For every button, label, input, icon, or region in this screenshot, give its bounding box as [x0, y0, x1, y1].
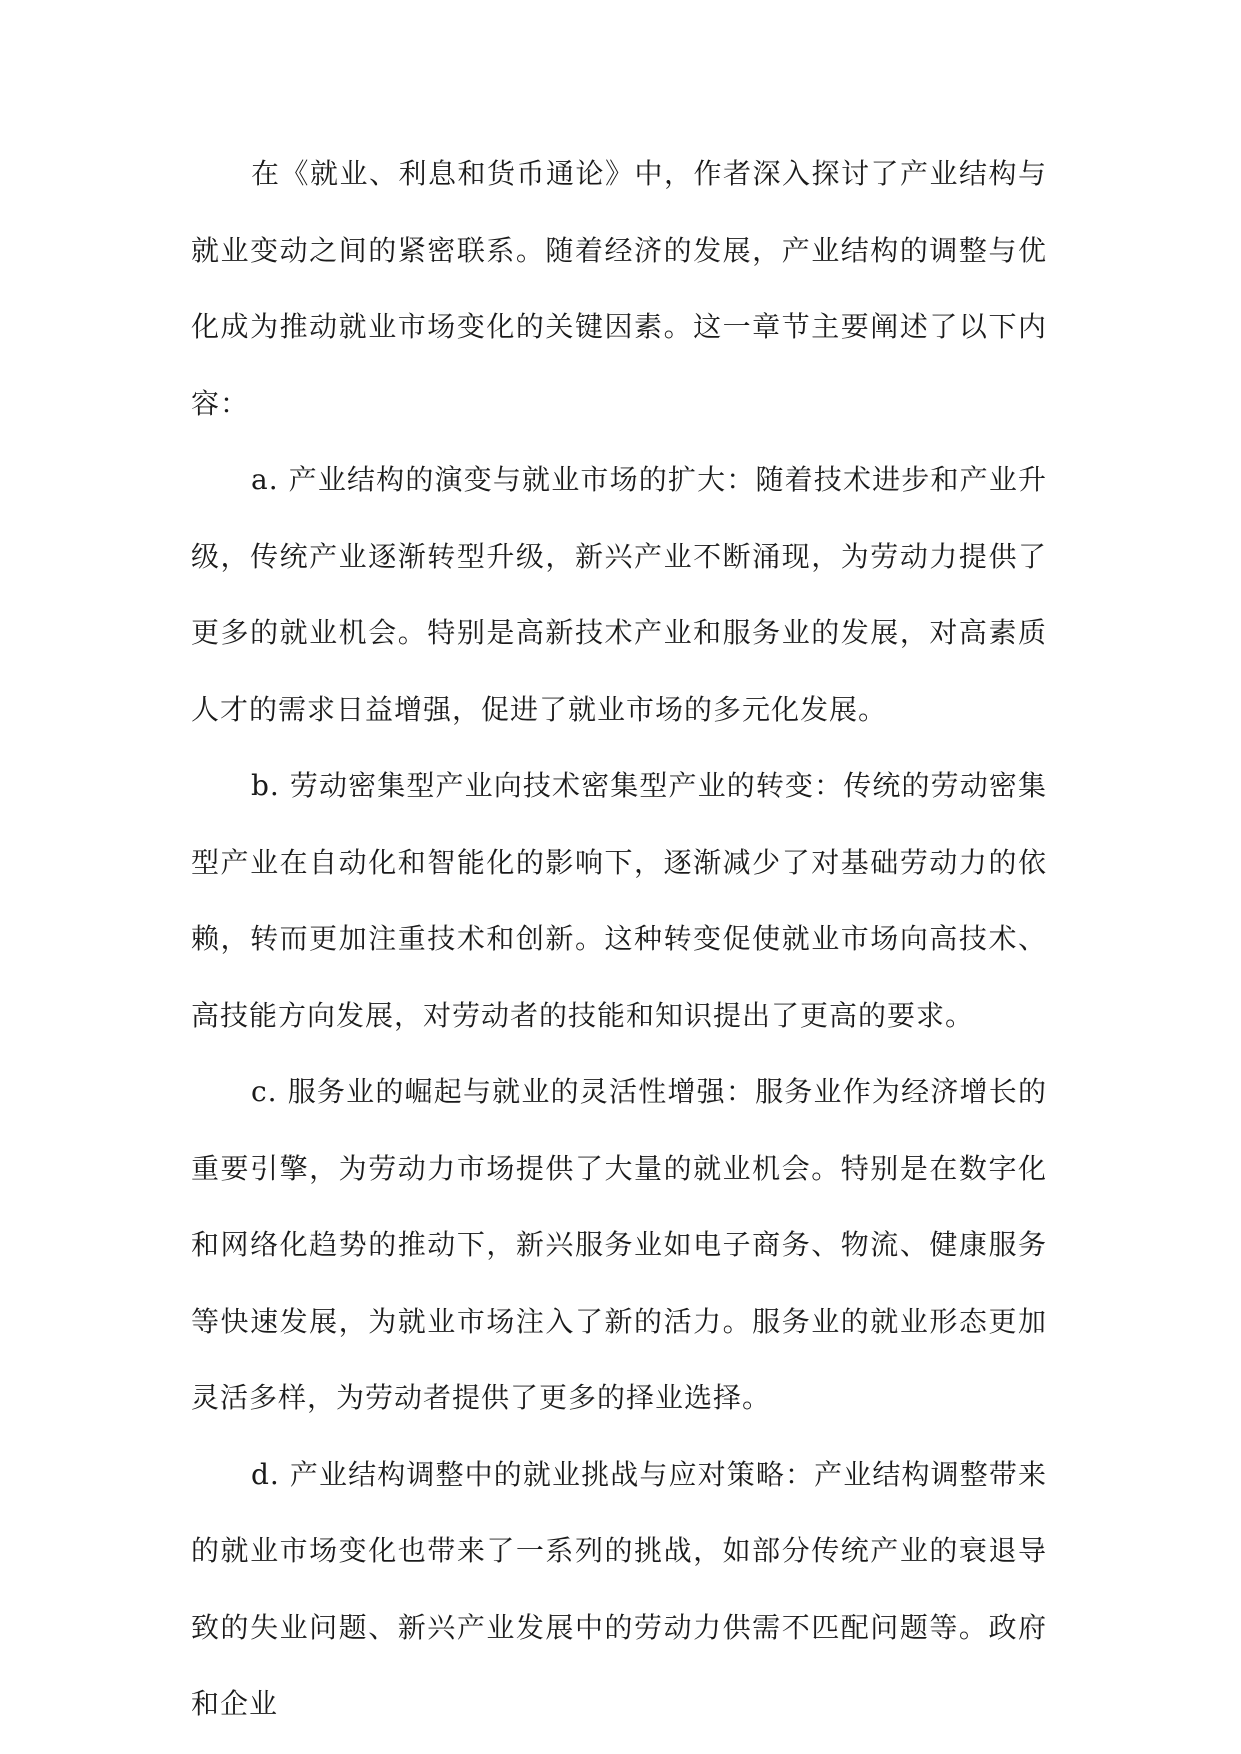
intro-paragraph-text: 在《就业、利息和货币通论》中，作者深入探讨了产业结构与就业变动之间的紧密联系。随着经济的发展，产业结构的调整与优化成为推动就业市场变化的关键因素。这一章节主要阐述了以下内容：: [191, 157, 1047, 420]
item-c-paragraph-text: c. 服务业的崛起与就业的灵活性增强：服务业作为经济增长的重要引擎，为劳动力市场提供了大量的就业机会。特别是在数字化和网络化趋势的推动下，新兴服务业如电子商务、物流、健康服务等快速发展，为就业市场注入了新的活力。服务业的就业形态更加灵活多样，为劳动者提供了更多的择业选择。: [191, 1075, 1047, 1414]
item-c-paragraph: [191, 1054, 1047, 1437]
item-a-paragraph-text: a. 产业结构的演变与就业市场的扩大：随着技术进步和产业升级，传统产业逐渐转型升级，新兴产业不断涌现，为劳动力提供了更多的就业机会。特别是高新技术产业和服务业的发展，对高素质人才的需求日益增强，促进了就业市场的多元化发展。: [191, 463, 1047, 726]
document-body: [191, 136, 1047, 1743]
item-d-paragraph: [191, 1437, 1047, 1743]
item-b-paragraph-text: b. 劳动密集型产业向技术密集型产业的转变：传统的劳动密集型产业在自动化和智能化的影响下，逐渐减少了对基础劳动力的依赖，转而更加注重技术和创新。这种转变促使就业市场向高技术、高技能方向发展，对劳动者的技能和知识提出了更高的要求。: [191, 769, 1047, 1032]
item-a-paragraph: [191, 442, 1047, 748]
intro-paragraph: [191, 136, 1047, 442]
item-b-paragraph: [191, 748, 1047, 1054]
item-d-paragraph-text: d. 产业结构调整中的就业挑战与应对策略：产业结构调整带来的就业市场变化也带来了一系列的挑战，如部分传统产业的衰退导致的失业问题、新兴产业发展中的劳动力供需不匹配问题等。政府和企业: [191, 1457, 1047, 1720]
